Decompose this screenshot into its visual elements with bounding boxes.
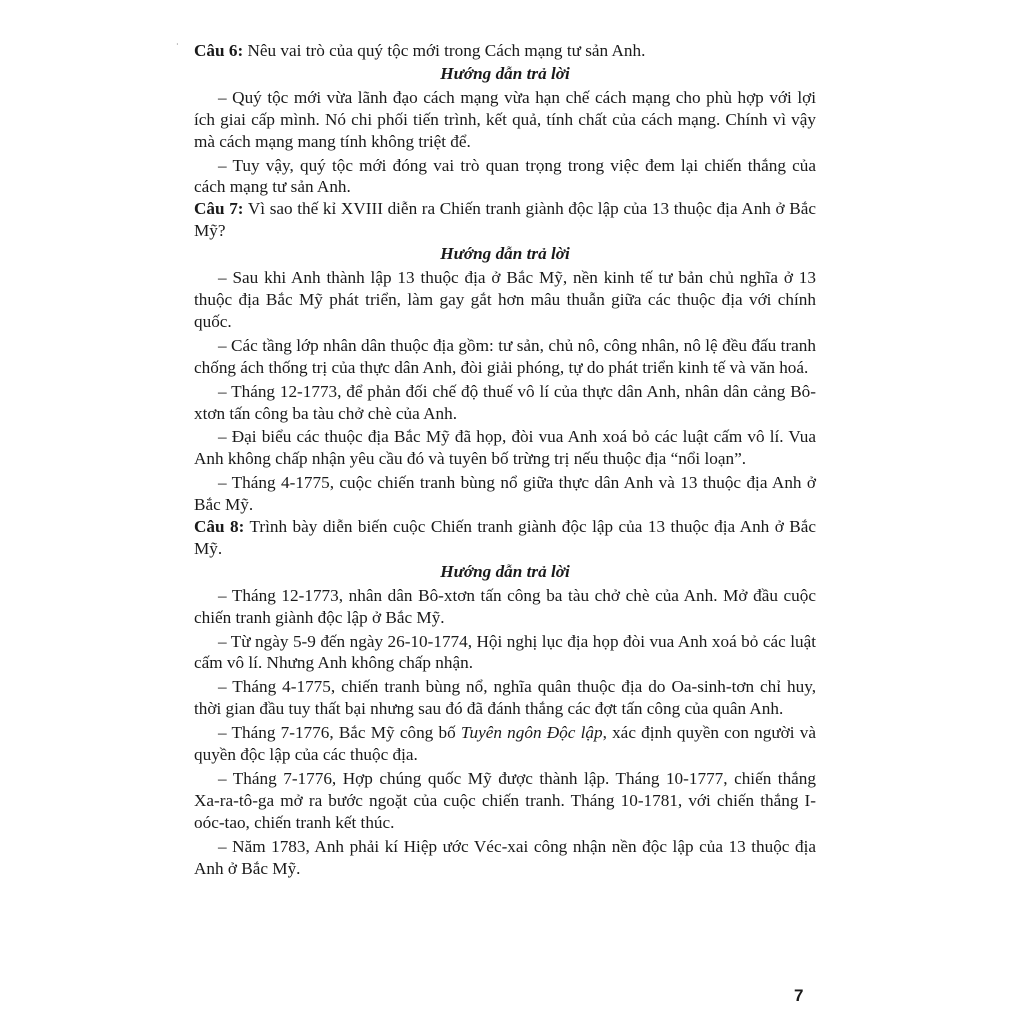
question-8-guide-heading: Hướng dẫn trả lời — [440, 561, 570, 581]
question-6-paragraph: – Tuy vậy, quý tộc mới đóng vai trò quan trọng trong việc đem lại chiến thắng của cách mạng tư sản Anh. — [194, 155, 816, 197]
question-6-text: Nêu vai trò của quý tộc mới trong Cách mạng tư sản Anh. — [243, 41, 646, 60]
question-6-guide-heading: Hướng dẫn trả lời — [440, 63, 570, 83]
question-7 — [194, 198, 816, 242]
question-7-paragraph: – Sau khi Anh thành lập 13 thuộc địa ở Bắc Mỹ, nền kinh tế tư bản chủ nghĩa ở 13 thuộc địa Bắc Mỹ phát triển, làm gay gắt hơn mâu thuẫn giữa các thuộc địa với chính quốc. — [194, 268, 816, 331]
question-6 — [194, 40, 816, 62]
question-7-text: Vì sao thế kỉ XVIII diễn ra Chiến tranh giành độc lập của 13 thuộc địa Anh ở Bắc Mỹ? — [194, 199, 816, 241]
question-8-paragraph: – Năm 1783, Anh phải kí Hiệp ước Véc-xai công nhận nền độc lập của 13 thuộc địa Anh ở Bắc Mỹ. — [194, 836, 816, 878]
declaration-after: , xác định quyền con người và quyền độc lập của các thuộc địa. — [194, 723, 816, 765]
question-8-paragraph: – Tháng 12-1773, nhân dân Bô-xtơn tấn công ba tàu chở chè của Anh. Mở đầu cuộc chiến tranh giành độc lập ở Bắc Mỹ. — [194, 585, 816, 627]
declaration-before: – Tháng 7-1776, Bắc Mỹ công bố — [218, 723, 461, 743]
question-7-paragraph: – Tháng 4-1775, cuộc chiến tranh bùng nổ giữa thực dân Anh và 13 thuộc địa Anh ở Bắc Mỹ. — [194, 473, 816, 515]
question-7-guide-heading: Hướng dẫn trả lời — [440, 244, 570, 264]
question-7-paragraph: – Tháng 12-1773, để phản đối chế độ thuế vô lí của thực dân Anh, nhân dân cảng Bô-xtơn tấn công ba tàu chở chè của Anh. — [194, 381, 816, 423]
page-body — [194, 40, 816, 880]
question-8-label: Câu 8: — [194, 517, 245, 537]
question-8-text: Trình bày diễn biến cuộc Chiến tranh giành độc lập của 13 thuộc địa Anh ở Bắc Mỹ. — [194, 517, 817, 558]
question-7-label: Câu 7: — [194, 199, 244, 219]
question-8-paragraph: – Từ ngày 5-9 đến ngày 26-10-1774, Hội nghị lục địa họp đòi vua Anh xoá bỏ các luật cấm vô lí. Nhưng Anh không chấp nhận. — [194, 631, 816, 673]
scan-speck: · — [176, 40, 179, 49]
question-6-paragraph: – Quý tộc mới vừa lãnh đạo cách mạng vừa hạn chế cách mạng cho phù hợp với lợi ích giai cấp mình. Nó chi phối tiến trình, kết quả, tính chất của cách mạng. Chính vì vậy mà cách mạng mang tính không triệt để. — [194, 87, 816, 151]
question-7-paragraph: – Các tầng lớp nhân dân thuộc địa gồm: tư sản, chủ nô, công nhân, nô lệ đều đấu tranh chống ách thống trị của thực dân Anh, đòi giải phóng, tự do phát triển kinh tế và văn hoá. — [194, 335, 816, 377]
question-8-paragraph: – Tháng 4-1775, chiến tranh bùng nổ, nghĩa quân thuộc địa do Oa-sinh-tơn chỉ huy, thời gian đầu tuy thất bại nhưng sau đó đã đánh thắng các đợt tấn công của quân Anh. — [194, 677, 816, 719]
question-8 — [194, 516, 816, 560]
question-8-paragraph: – Tháng 7-1776, Hợp chúng quốc Mỹ được thành lập. Tháng 10-1777, chiến thắng Xa-ra-tô-ga mở ra bước ngoặt của cuộc chiến tranh. Tháng 10-1781, với chiến thắng I-oóc-tao, chiến tranh kết thúc. — [194, 769, 816, 832]
question-6-label: Câu 6: — [194, 41, 244, 60]
question-8-paragraph-declaration — [194, 722, 816, 766]
page-number: 7 — [794, 986, 804, 1005]
question-7-paragraph: – Đại biểu các thuộc địa Bắc Mỹ đã họp, đòi vua Anh xoá bỏ các luật cấm vô lí. Vua Anh không chấp nhận yêu cầu đó và tuyên bố trừng trị nếu thuộc địa “nổi loạn”. — [194, 427, 816, 469]
declaration-title: Tuyên ngôn Độc lập — [460, 723, 603, 743]
